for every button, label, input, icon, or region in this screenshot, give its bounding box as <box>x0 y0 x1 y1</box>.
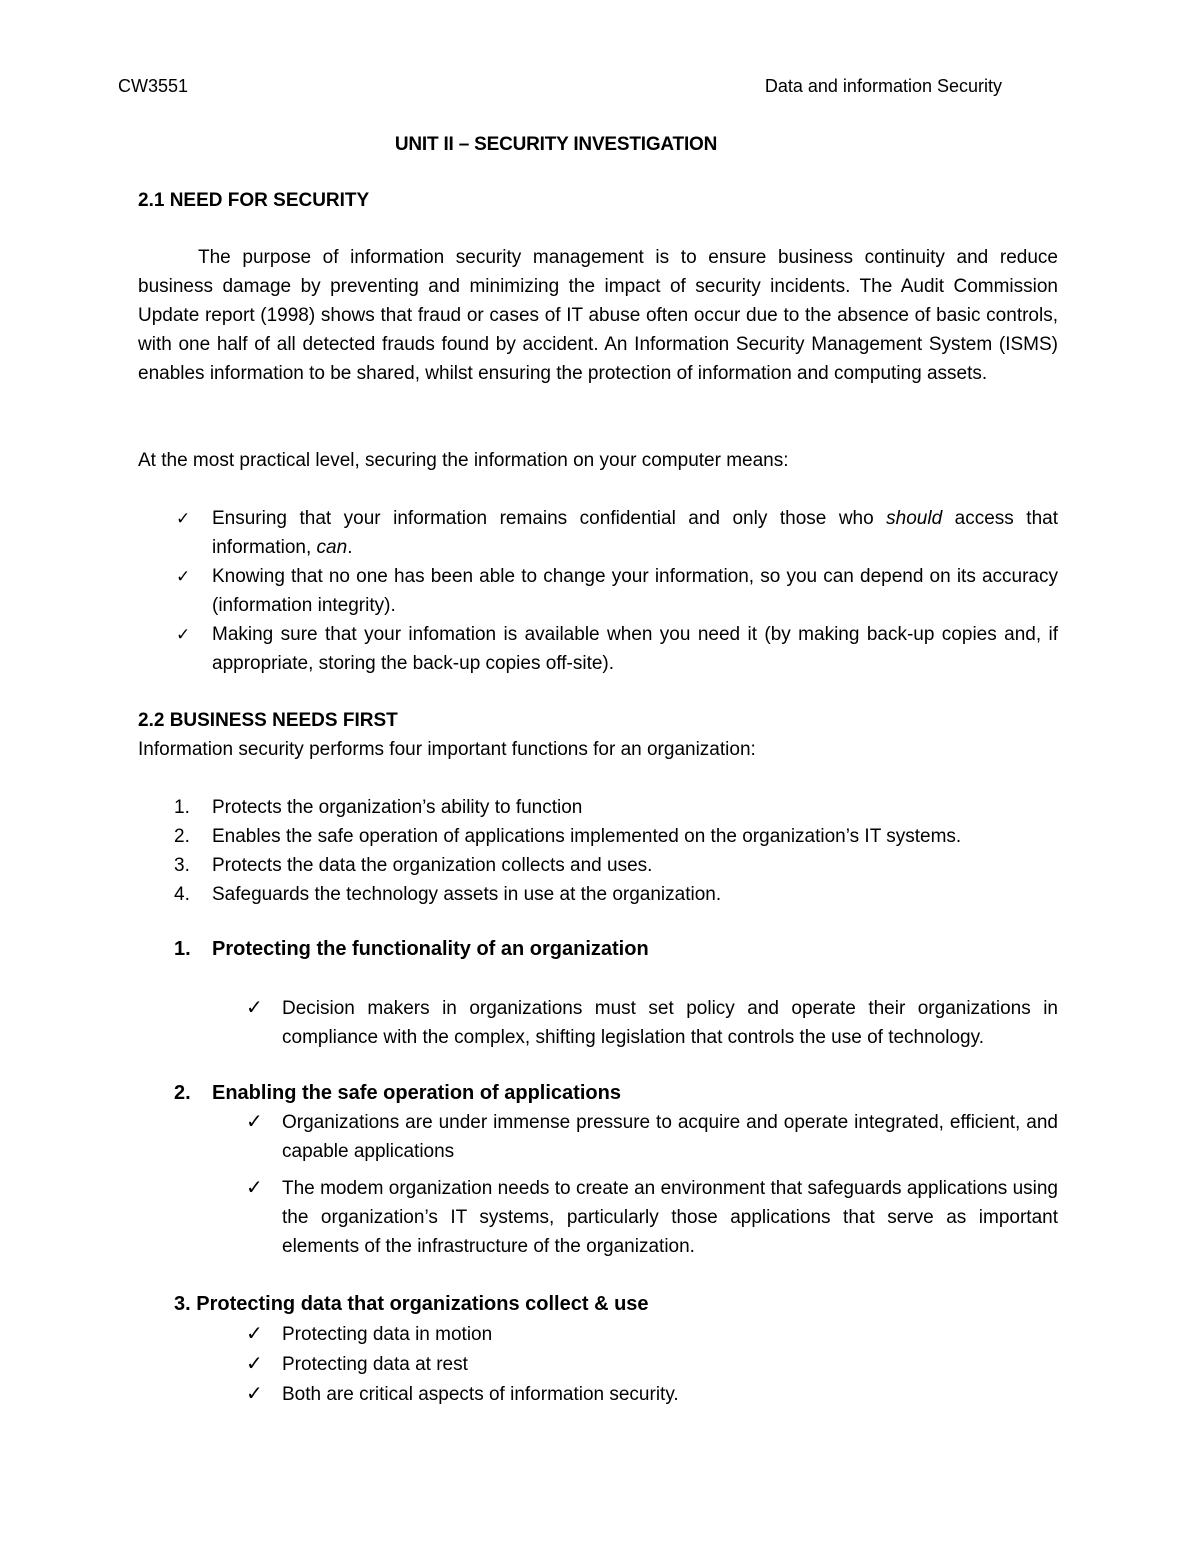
checkmark-icon: ✓ <box>176 567 191 586</box>
functions-list <box>138 793 1078 909</box>
list-item-text: Protecting data in motion <box>282 1324 493 1345</box>
list-item <box>210 1108 1058 1166</box>
list-number: 4. <box>174 884 190 905</box>
list-item <box>138 822 1078 851</box>
list-item <box>210 1350 1058 1379</box>
header-course-title: Data and information Security <box>764 76 1002 96</box>
list-item-text-pre: Ensuring that your information remains confidential and only those who <box>212 508 887 529</box>
list-item <box>138 793 1078 822</box>
list-item-text: The modem organization needs to create an environment that safeguards applications using the organization’s IT systems, particularly those applications that serve as important elements of the infrastructure of the organization. <box>282 1178 1058 1257</box>
checkmark-icon: ✓ <box>246 1353 263 1375</box>
checkmark-icon: ✓ <box>246 1111 263 1133</box>
list-number: 3. <box>174 855 190 876</box>
list-item <box>138 880 1078 909</box>
applications-points <box>210 1108 1058 1269</box>
list-item-text: Making sure that your infomation is available when you need it (by making back-up copies and, if appropriate, storing the back-up copies off-site). <box>212 624 1058 674</box>
list-item <box>210 1320 1058 1349</box>
list-item-text: Protecting data at rest <box>282 1354 468 1375</box>
security-means-list <box>138 504 1058 678</box>
section-heading-business-needs: 2.2 BUSINESS NEEDS FIRST <box>138 710 398 731</box>
list-item-text: Knowing that no one has been able to change your information, so you can depend on its accuracy (information integrity). <box>212 566 1058 616</box>
list-item-text: Decision makers in organizations must set policy and operate their organizations in compliance with the complex, shifting legislation that controls the use of technology. <box>282 998 1058 1048</box>
list-number: 1. <box>174 797 190 818</box>
unit-title: UNIT II – SECURITY INVESTIGATION <box>394 134 718 155</box>
header-course-code: CW3551 <box>118 76 189 96</box>
list-number: 2. <box>174 826 190 847</box>
list-item <box>138 562 1058 620</box>
checkmark-icon: ✓ <box>246 1383 263 1405</box>
list-item <box>138 620 1058 678</box>
list-item-text: Protects the organization’s ability to function <box>212 797 583 818</box>
checkmark-icon: ✓ <box>246 1323 263 1345</box>
list-item <box>210 1380 1058 1409</box>
functionality-points <box>210 994 1058 1060</box>
list-item-text: Both are critical aspects of information security. <box>282 1384 679 1405</box>
list-item-text: Enables the safe operation of applications implemented on the organization’s IT systems. <box>212 826 962 847</box>
subsection-title: Protecting the functionality of an organization <box>212 938 649 960</box>
subsection-heading-functionality <box>174 935 649 964</box>
subsection-number: 2. <box>174 1082 191 1104</box>
subsection-heading-data: 3. Protecting data that organizations collect & use <box>174 1293 649 1315</box>
list-item-text: Protects the data the organization collects and uses. <box>212 855 653 876</box>
section1-intro: At the most practical level, securing the information on your computer means: <box>138 450 789 471</box>
checkmark-icon: ✓ <box>176 509 191 528</box>
subsection-title: Enabling the safe operation of applications <box>212 1082 621 1104</box>
list-item <box>210 1174 1058 1261</box>
list-item-text: Safeguards the technology assets in use at the organization. <box>212 884 722 905</box>
subsection-heading-applications <box>174 1079 621 1108</box>
checkmark-icon: ✓ <box>246 997 263 1019</box>
list-item-text-mid: access that information, <box>212 508 1058 558</box>
list-item <box>210 994 1058 1052</box>
subsection-number: 1. <box>174 938 191 960</box>
section1-paragraph: The purpose of information security management is to ensure business continuity and reduce business damage by preventing and minimizing the impact of security incidents. The Audit Commission Update report (1998) shows that fraud or cases of IT abuse often occur due to the absence of basic controls, with one half of all detected frauds found by accident. An Information Security Management System (ISMS) enables information to be shared, whilst ensuring the protection of information and computing assets. <box>138 247 1058 384</box>
checkmark-icon: ✓ <box>246 1177 263 1199</box>
data-points <box>210 1320 1058 1410</box>
list-item <box>138 851 1078 880</box>
list-item-text-post: . <box>347 537 353 558</box>
checkmark-icon: ✓ <box>176 625 191 644</box>
section2-intro: Information security performs four important functions for an organization: <box>138 739 756 760</box>
emphasis-should: should <box>886 508 943 529</box>
emphasis-can: can <box>316 537 348 558</box>
list-item <box>138 504 1058 562</box>
section-heading-need-for-security: 2.1 NEED FOR SECURITY <box>138 190 370 211</box>
list-item-text: Organizations are under immense pressure to acquire and operate integrated, efficient, and capable applications <box>282 1112 1058 1162</box>
